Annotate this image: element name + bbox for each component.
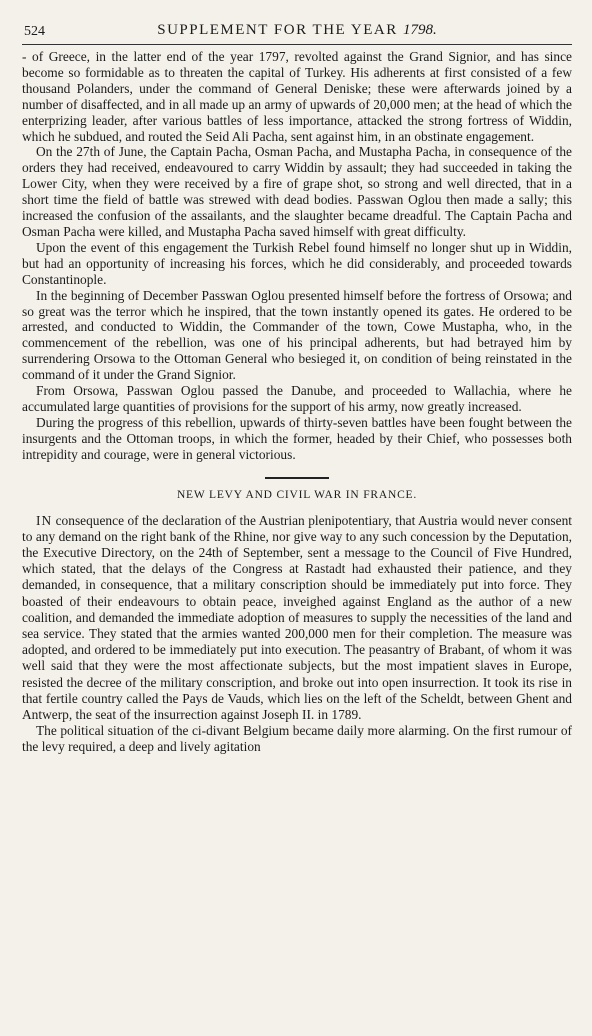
paragraph: During the progress of this rebellion, upwards of thirty-seven battles have been fought between the insurgents and the Ottoman troops, in which the former, headed by their Chief, who possesses both intrepidity and courage, were in general victorious.: [22, 414, 572, 462]
paragraph: The political situation of the ci-divant Belgium became daily more alarming. On the first rumour of the levy required, a deep and lively agitation: [22, 723, 572, 755]
section-new-levy: [22, 513, 572, 756]
running-year: 1798.: [403, 22, 437, 38]
section-turkey-rebellion: [22, 49, 572, 463]
section-title: NEW LEVY AND CIVIL WAR IN FRANCE.: [176, 488, 418, 501]
paragraph: In the beginning of December Passwan Oglou presented himself before the fortress of Orsowa; and so great was the terror which he inspired, that the town instantly opened its gates. He ordered to be arrested, and conducted to Widdin, the Commander of the town, Cowe Mustapha, who, in the commencement of the rebellion, was one of his principal adherents, but had betrayed him by surrendering Orsowa to the Ottoman General who besieged it, on condition of being reinstated in the command of it under the Grand Signior.: [22, 287, 572, 383]
page-number: 524: [24, 24, 45, 39]
lead-word: IN: [36, 512, 53, 528]
paragraph-text: consequence of the declaration of the Austrian plenipotentiary, that Austria would never consent to any demand on the right bank of the Rhine, nor give way to any such concession by the Deputation, the Executive Directory, on the 24th of September, sent a message to the Council of Five Hundred, which stated, that the delays of the Congress at Rastadt had exhausted their patience, and they demanded, in consequence, that a military conscription should be immediately put into force. They boasted of their endeavours to obtain peace, inveighed against England as the author of a new coalition, and demanded the immediate adoption of measures to supply the necessities of the land and sea service. They stated that the armies wanted 200,000 men for their completion. The measure was adopted, and ordered to be immediately put into execution. The peasantry of Brabant, of whom it was well said that they were the most affectionate subjects, but the most impatient slaves in Europe, resisted the decree of the military conscription, and broke out into open insurrection. It took its rise in that fertile country called the Pays de Vauds, which lies on the left of the Scheldt, between Ghent and Antwerp, the seat of the insurrection against Joseph II. in 1789.: [22, 512, 572, 722]
paragraph: On the 27th of June, the Captain Pacha, Osman Pacha, and Mustapha Pacha, in consequence of the orders they had received, endeavoured to carry Widdin by assault; they had succeeded in taking the Lower City, when they were received by a fire of grape shot, so strong and well directed, that in a short time the field of battle was strewed with dead bodies. Passwan Oglou then made a sally; this increased the confusion of the assailants, and the slaughter became dreadful. The Captain Pacha and Osman Pacha were killed, and Mustapha Pacha saved himself with great difficulty.: [22, 144, 572, 239]
running-title: SUPPLEMENT FOR THE YEAR: [157, 22, 398, 38]
paragraph: From Orsowa, Passwan Oglou passed the Danube, and proceeded to Wallachia, where he accumulated large quantities of provisions for the support of his army, now greatly increased.: [22, 383, 572, 414]
paragraph: - of Greece, in the latter end of the year 1797, revolted against the Grand Signior, and has since become so formidable as to threaten the capital of Turkey. His adherents at first consisted of a few thousand Polanders, under the command of General Deniske; these were afterwards joined by a number of disaffected, and in all made up an army of upwards of 20,000 men; at the head of which the enterprizing leader, after various battles of less importance, attacked the strong fortress of Widdin, which he subdued, and routed the Seid Ali Pacha, sent against him, in an obstinate engagement.: [22, 49, 572, 144]
paragraph: [22, 513, 572, 724]
running-head: [22, 22, 572, 39]
section-divider: [265, 477, 329, 479]
page-header: [22, 22, 572, 44]
paragraph: Upon the event of this engagement the Turkish Rebel found himself no longer shut up in Widdin, but had an opportunity of increasing his forces, which he did considerably, and proceeded towards Constantinople.: [22, 239, 572, 287]
header-rule: [22, 44, 572, 45]
